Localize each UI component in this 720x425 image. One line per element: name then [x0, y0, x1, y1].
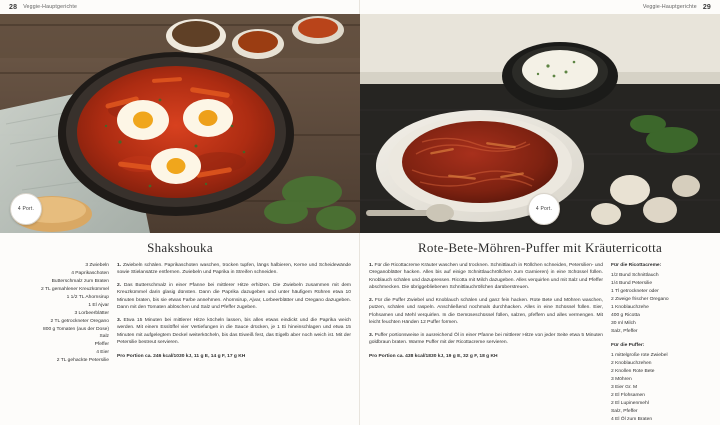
- right-ingredient-list: [603, 262, 711, 422]
- ingredient-item: 1 El Ajvar: [88, 302, 109, 308]
- shakshouka-photo: [0, 14, 360, 233]
- ingredient-item: 4 Paprikaschoten: [71, 270, 109, 276]
- ingredient-item: 800 g Tomaten (aus der Dose): [43, 326, 109, 332]
- left-running-head: [0, 0, 359, 14]
- portion-badge-left: 4 Port.: [10, 193, 42, 225]
- ingredient-item: 3 Möhren: [611, 377, 632, 383]
- ingredient-item: Salz: [99, 334, 109, 340]
- right-page-number: 29: [702, 3, 711, 11]
- left-page-number: 28: [9, 3, 18, 11]
- ingredient-item: Butterschmalz zum Braten: [51, 278, 109, 284]
- left-ingredient-list: [9, 262, 117, 422]
- step-number: 3.: [369, 332, 374, 338]
- recipe-step: [369, 332, 603, 347]
- left-step-list: [117, 262, 351, 422]
- recipe-step: [369, 297, 603, 327]
- step-text: Für die Puffer Zwiebel und Knoblauch schälen und ganz fein hacken. Rote Bete und Möhren waschen, putzen, schälen und raspeln. Anschließend nochmals durchhacken. Alles in eine Schüssel füllen. Eier, Flohsamen und Mehl verquirlen. In die Gemüseschüssel füllen, salzen, pfeffern und alles vermengen. Mit leicht feuchten Händen 12 Puffer formen.: [369, 297, 604, 326]
- step-number: 1.: [117, 263, 122, 268]
- step-text: Puffer portionsweise in ausreichend Öl in einer Pfanne bei mittlerer Hitze von jeder Seite etwa 5 Minuten goldbraun braten. Warme Puffer mit der Ricottacreme servieren.: [369, 332, 603, 346]
- ingredient-item: 3 Lorbeerblätter: [74, 310, 109, 316]
- ingredient-item: Salz, Pfeffer: [611, 328, 638, 334]
- right-recipe-body: [360, 262, 720, 422]
- step-number: 2.: [369, 297, 374, 303]
- right-nutrition-line: Pro Portion ca. 438 kcal/1830 kJ, 19 g E, 32 g F, 18 g KH: [369, 353, 498, 359]
- right-page: [360, 0, 720, 425]
- ingredient-item: 3 Eier Gr. M: [611, 385, 638, 391]
- ingredient-item: 2 TL getrockneter Oregano: [50, 318, 109, 324]
- recipe-step: [117, 317, 351, 347]
- ingredient-item: 2 El Flohsamen: [611, 393, 645, 399]
- ingredient-item: 1 Knoblauchzehe: [611, 304, 649, 310]
- ingredient-item: 2 Knollen Rote Bete: [611, 369, 655, 375]
- ingredient-item: 30 ml Milch: [611, 320, 636, 326]
- right-step-list: [369, 262, 603, 422]
- step-number: 3.: [117, 317, 122, 323]
- ingredient-item: 3 Zwiebeln: [85, 263, 109, 268]
- ingredient-item: Salz, Pfeffer: [611, 408, 638, 414]
- right-chapter-label: Veggie-Hauptgerichte: [642, 4, 697, 10]
- ingredient-item: 4 El Öl zum Braten: [611, 416, 653, 422]
- left-chapter-label: Veggie-Hauptgerichte: [23, 4, 78, 10]
- left-nutrition-line: Pro Portion ca. 246 kcal/1030 kJ, 11 g E, 14 g F, 17 g KH: [117, 353, 246, 359]
- ingredient-item: 1 mittelgroße rote Zwiebel: [611, 353, 668, 359]
- rote-bete-puffer-photo: [360, 14, 720, 233]
- recipe-step: [117, 262, 351, 277]
- portion-badge-right: 4 Port.: [528, 193, 560, 225]
- ingredient-item: 2 TL gehackte Petersilie: [56, 358, 109, 364]
- left-recipe-body: [0, 262, 360, 422]
- ingredient-group-heading: Für die Ricottacreme:: [611, 263, 662, 268]
- ingredient-item: 1 1/2 TL Ahornsirup: [66, 294, 109, 300]
- right-recipe-title: Rote-Bete-Möhren-Puffer mit Kräuterricotta: [417, 240, 663, 255]
- ingredient-item: 1/2 Bund Schnittlauch: [611, 272, 659, 278]
- step-number: 2.: [117, 282, 122, 288]
- ingredient-item: 2 TL gemahlener Kreuzkümmel: [41, 286, 109, 292]
- ingredient-group-heading: Für die Puffer:: [611, 343, 645, 349]
- recipe-step: [117, 282, 351, 312]
- ingredient-item: 4 Eier: [96, 350, 109, 356]
- ingredient-item: 1/4 Bund Petersilie: [611, 280, 653, 286]
- step-text: Etwa 15 Minuten bei mittlerer Hitze köcheln lassen, bis alles etwas eindickt und die Paprika weich werden. Mit einem Esslöffel vier Vertiefungen in die Sauce drücken, je 1 Ei hineinschlagen und etwa 15 Minuten mit aufgelegtem Deckel weiterköcheln, bis das Eiweiß fest, das Eigelb aber noch weich ist. Mit der Petersilie bestreut servieren.: [117, 317, 352, 346]
- ingredient-item: 2 Knoblauchzehen: [611, 361, 652, 367]
- ingredient-item: 2 Zweige frischer Oregano: [611, 296, 669, 302]
- step-text: Das Butterschmalz in einer Pfanne bei mittlerer Hitze erhitzen. Die Zwiebeln zusammen mit dem Kreuzkümmel darin glasig dünsten. Dann die Paprika dazugeben und unter häufigem Rühren etwa 10 Minuten braten, bis sie etwas Farbe annehmen. Ahornsirup, Ajvar, Lorbeerblätter und Oregano dazugeben. Dann mit den Tomaten ablöschen und Salz und Pfeffer zugeben.: [117, 282, 351, 311]
- ingredient-item: 1 Tl getrockneter oder: [611, 288, 659, 294]
- step-number: 1.: [369, 263, 374, 268]
- recipe-step: [369, 262, 603, 292]
- ingredient-item: 2 El Lupinenmehl: [611, 401, 649, 406]
- step-text: Für die Ricottacreme Kräuter waschen und trocknen. Schnittlauch in Röllchen schneiden, Petersilien- und Oreganoblätter hacken. Alles bis auf einige Schnittlauchröllchen zum Garnieren) in eine Schüssel füllen. Knoblauch schälen und dazupressen. Ricotta mit Milch dazugeben. Alles verquirlen und mit Salz und Pfeffer abschmecken. Die übriggebliebenen Schnittlauchröllchen darüberstreuen.: [369, 263, 603, 291]
- left-recipe-title: Shakshouka: [147, 240, 213, 255]
- step-text: Zwiebeln schälen. Paprikaschoten waschen, trocken tupfen, längs halbieren, Kerne und Scheidewände sowie Stielansätze entfernen. Zwiebeln und Paprika in Streifen schneiden.: [117, 263, 351, 276]
- ingredient-item: 400 g Ricotta: [611, 312, 640, 318]
- ingredient-item: Pfeffer: [94, 342, 109, 348]
- right-running-head: [360, 0, 720, 14]
